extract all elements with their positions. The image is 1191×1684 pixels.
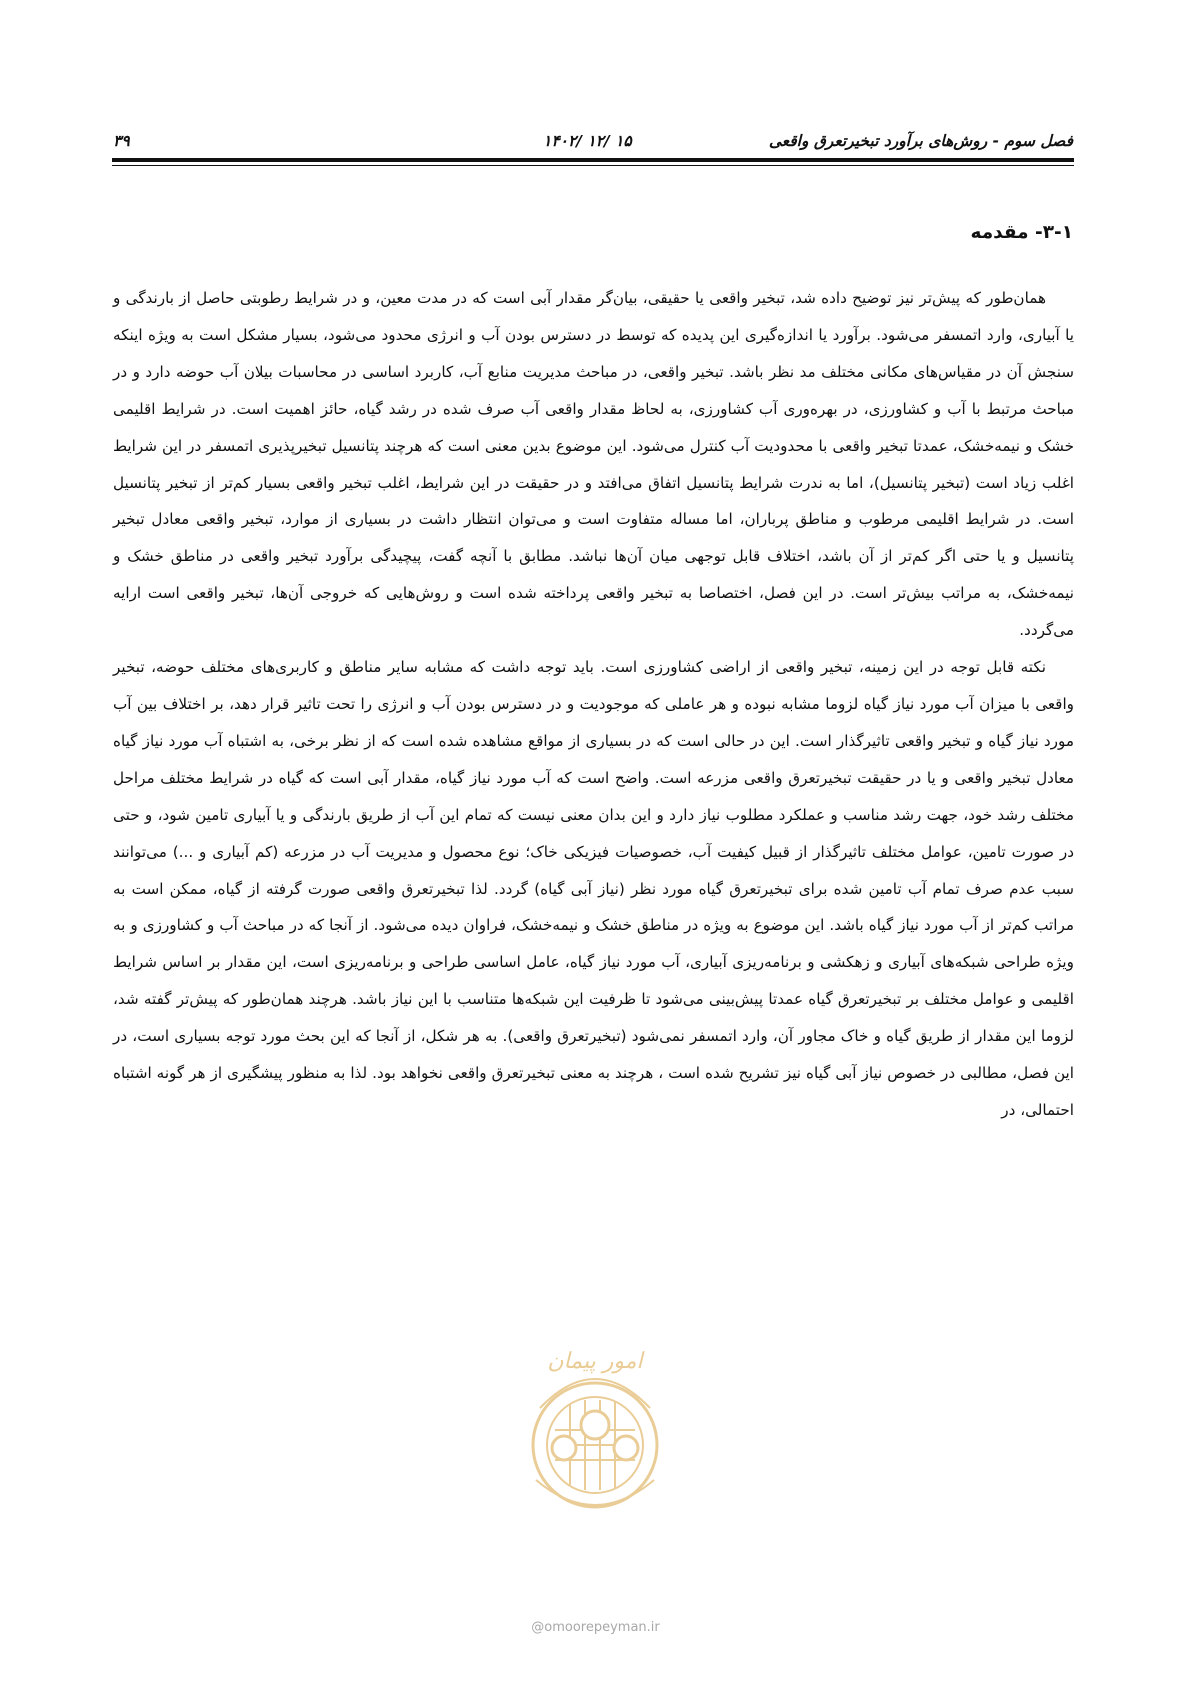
section-heading: ۳-۱- مقدمه	[970, 222, 1073, 243]
page-number: ۳۹	[113, 132, 130, 150]
paragraph-2: نکته قابل توجه در این زمینه، تبخیر واقعی از اراضی کشاورزی است. باید توجه داشت که مشابه سایر مناطق و کاربری‌های مختلف حوضه، تبخیر واقعی با میزان آب مورد نیاز گیاه لزوما مشابه نبوده و هر عاملی که موجودیت و در دسترس بودن آب و انرژی را تحت تاثیر قرار دهد، بر اختلاف بین آب مورد نیاز گیاه و تبخیر واقعی تاثیرگذار است. این در حالی است که در بسیاری از مواقع مشاهده شده است که از نظر برخی، به اشتباه آب مورد نیاز گیاه معادل تبخیر واقعی و یا در حقیقت تبخیرتعرق واقعی مزرعه است. واضح است که آب مورد نیاز گیاه، مقدار آبی است که گیاه در شرایط مختلف مراحل مختلف رشد خود، جهت رشد مناسب و عملکرد مطلوب نیاز دارد و این بدان معنی نیست که تمام این آب از طریق بارندگی و یا آبیاری تامین شود، و حتی در صورت تامین، عوامل مختلف تاثیرگذار از قبیل کیفیت آب، خصوصیات فیزیکی خاک؛ نوع محصول و مدیریت آب در مزرعه (کم آبیاری و ...) می‌توانند سبب عدم صرف تمام آب تامین شده برای تبخیرتعرق گیاه مورد نظر (نیاز آبی گیاه) گردد. لذا تبخیرتعرق واقعی صورت گرفته از گیاه، ممکن است به مراتب کم‌تر از آب مورد نیاز گیاه باشد. این موضوع به ویژه در مناطق خشک و نیمه‌خشک، فراوان دیده می‌شود. از آنجا که در مباحث آب و کشاورزی و به ویژه طراحی شبکه‌های آبیاری و زهکشی و برنامه‌ریزی آبیاری، آب مورد نیاز گیاه، عامل اساسی طراحی و برنامه‌ریزی است، این مقدار بر اساس شرایط اقلیمی و عوامل مختلف بر تبخیرتعرق گیاه عمدتا پیش‌بینی می‌شود تا ظرفیت این شبکه‌ها متناسب با این نیاز باشد. هرچند همان‌طور که پیش‌تر گفته شد، لزوما این مقدار از طریق گیاه و خاک مجاور آن، وارد اتمسفر نمی‌شود (تبخیرتعرق واقعی). به هر شکل، از آنجا که این بحث مورد توجه بسیاری است، در این فصل، مطالبی در خصوص نیاز آبی گیاه نیز تشریح شده است ، هرچند به معنی تبخیرتعرق واقعی نخواهد بود. لذا به منظور پیشگیری از هر گونه اشتباه احتمالی، در	[113, 658, 1074, 1119]
header-rule-thick	[112, 158, 1074, 162]
header-rule-thin	[112, 165, 1074, 166]
body-text	[113, 280, 1074, 1129]
watermark-text: امور پیمان	[547, 1349, 643, 1374]
running-header	[113, 128, 1073, 158]
header-date: ۱۴۰۲/ ۱۲/ ۱۵	[543, 132, 632, 150]
paragraph-1: همان‌طور که پیش‌تر نیز توضیح داده شد، تبخیر واقعی یا حقیقی، بیان‌گر مقدار آبی است که در مدت معین، و در شرایط رطوبتی حاصل از بارندگی و یا آبیاری، وارد اتمسفر می‌شود. برآورد یا اندازه‌گیری این پدیده که توسط در دسترس بودن آب و انرژی محدود می‌شود، بسیار مشکل است به ویژه اینکه سنجش آن در مقیاس‌های مکانی مختلف مد نظر باشد. تبخیر واقعی، در مباحث مدیریت منابع آب، کاربرد اساسی در محاسبات بیلان آب حوضه دارد و در مباحث مرتبط با آب و کشاورزی، در بهره‌وری آب کشاورزی، به لحاظ مقدار واقعی آب صرف شده در رشد گیاه، حائز اهمیت است. در شرایط اقلیمی خشک و نیمه‌خشک، عمدتا تبخیر واقعی با محدودیت آب کنترل می‌شود. این موضوع بدین معنی است که هرچند پتانسیل تبخیرپذیری اتمسفر در این شرایط اغلب زیاد است (تبخیر پتانسیل)، اما به ندرت شرایط پتانسیل اتفاق می‌افتد و در حقیقت در این شرایط، اغلب تبخیر واقعی بسیار کم‌تر از تبخیر پتانسیل است. در شرایط اقلیمی مرطوب و مناطق پرباران، اما مساله متفاوت است و می‌توان انتظار داشت در بسیاری از موارد، تبخیر واقعی معادل تبخیر پتانسیل و یا حتی اگر کم‌تر از آن باشد، اختلاف قابل توجهی میان آن‌ها نباشد. مطابق با آنچه گفت، پیچیدگی برآورد تبخیر واقعی در مناطق خشک و نیمه‌خشک، به مراتب بیش‌تر است. در این فصل، اختصاصا به تبخیر واقعی پرداخته شده است و روش‌هایی که خروجی آن‌ها، تبخیر واقعی است ارایه می‌گردد.	[113, 289, 1074, 640]
chapter-title: فصل سوم - روش‌های برآورد تبخیرتعرق واقعی	[768, 132, 1073, 150]
footer-url: @omoorepeyman.ir	[531, 1620, 660, 1635]
watermark-seal-icon	[480, 1330, 710, 1540]
